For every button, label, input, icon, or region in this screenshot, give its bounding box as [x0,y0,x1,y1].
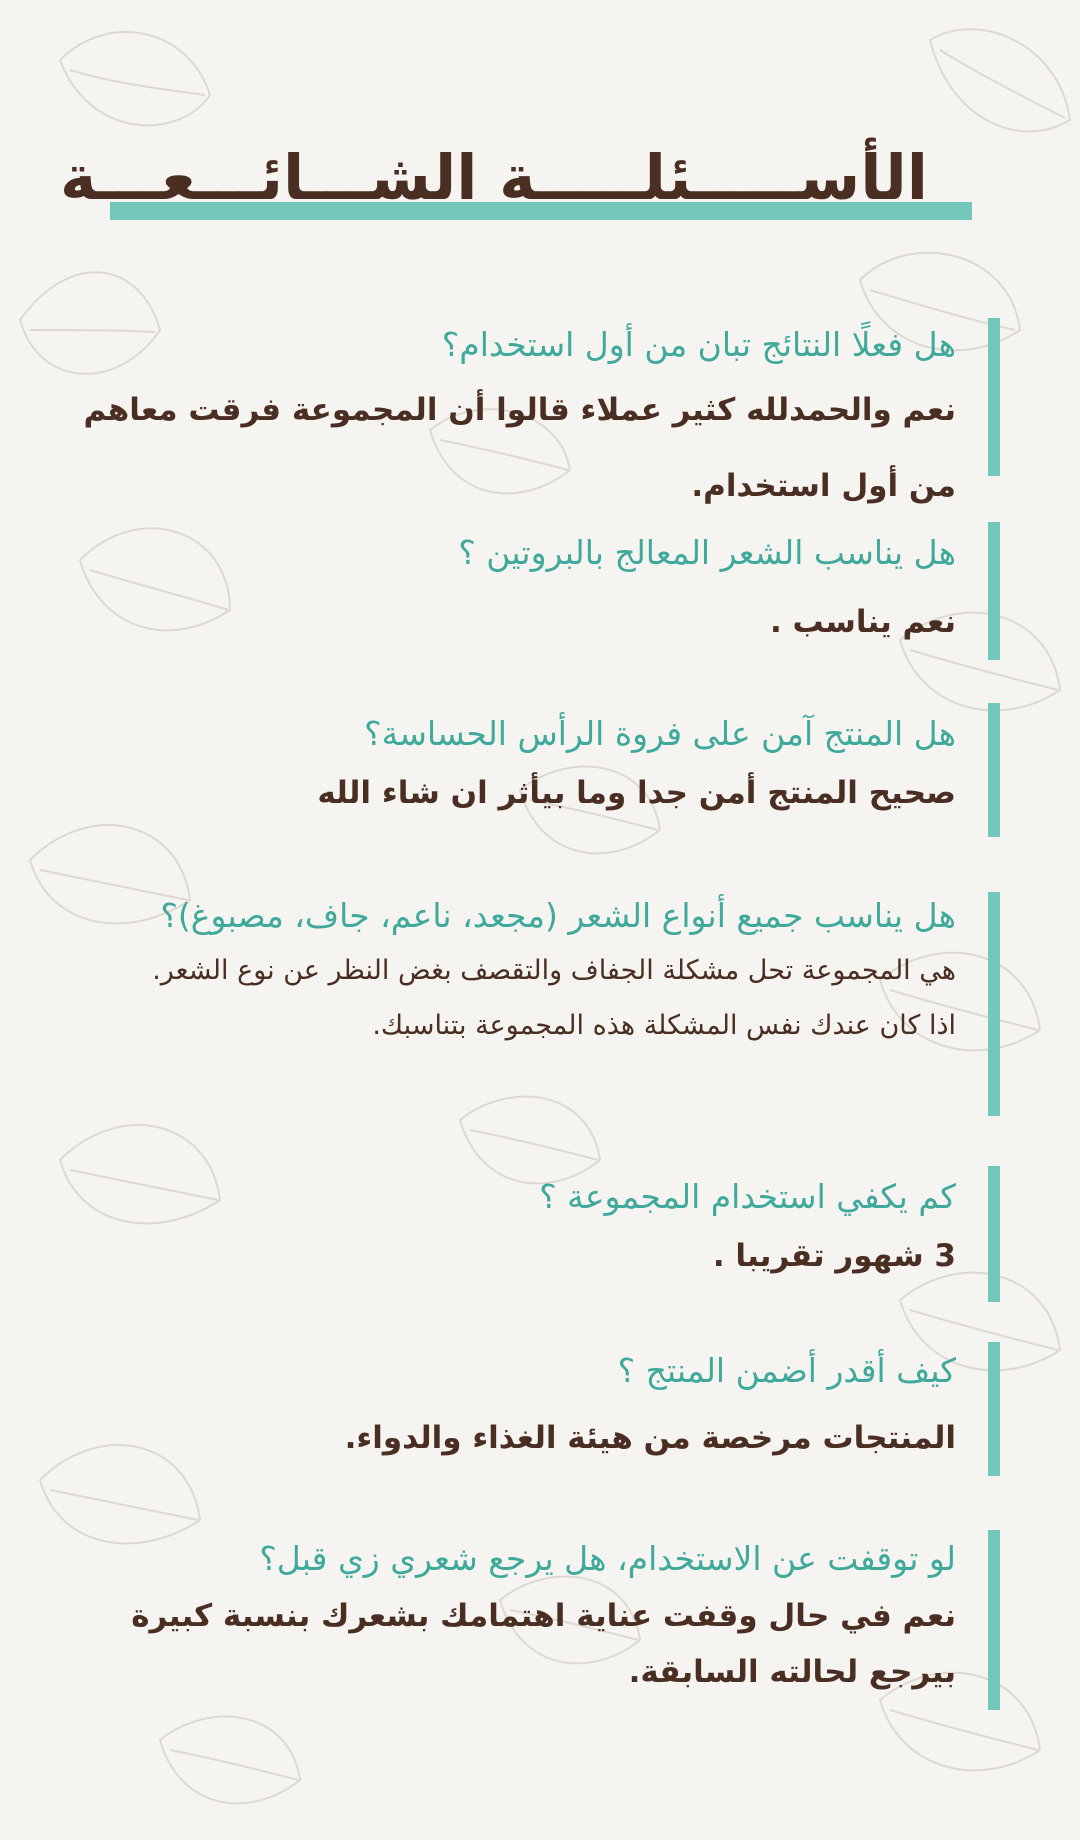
faq-answer-1: نعم والحمدلله كثير عملاء قالوا أن المجموعة فرقت معاهم من أول استخدام. [83,392,956,504]
faq-item-2 [40,522,1000,660]
faq-question-6: كيف أقدر أضمن المنتج ؟ [617,1351,956,1390]
faq-answer-5: 3 شهور تقريبا . [712,1238,956,1274]
faq-answer-2: نعم يناسب . [769,604,956,640]
faq-question-3: هل المنتج آمن على فروة الرأس الحساسة؟ [364,714,956,753]
faq-item-5 [40,1166,1000,1302]
faq-item-4 [40,892,1000,1116]
faq-answer-7: نعم في حال وقفت عناية اهتمامك بشعرك بنسبة كبيرة بيرجع لحالته السابقة. [131,1598,956,1690]
faq-question-7: لو توقفت عن الاستخدام، هل يرجع شعري زي قبل؟ [259,1539,956,1578]
faq-question-2: هل يناسب الشعر المعالج بالبروتين ؟ [458,533,956,572]
faq-item-6 [40,1342,1000,1476]
faq-answer-6: المنتجات مرخصة من هيئة الغذاء والدواء. [344,1420,956,1456]
faq-item-7 [40,1530,1000,1710]
faq-question-1: هل فعلًا النتائج تبان من أول استخدام؟ [441,325,956,364]
faq-answer-3: صحيح المنتج أمن جدا وما بيأثر ان شاء الله [317,775,956,811]
faq-question-4: هل يناسب جميع أنواع الشعر (مجعد، ناعم، جاف، مصبوغ)؟ [160,896,956,935]
faq-question-5: كم يكفي استخدام المجموعة ؟ [539,1177,956,1216]
faq-item-1 [40,318,1000,504]
faq-answer-4-line-2: اذا كان عندك نفس المشكلة هذه المجموعة بتناسبك. [372,1010,956,1041]
page-title: الأســـــئلـــــة الشـــائـــعـــة [60,141,928,214]
title-section [60,140,972,230]
faq-item-3 [40,703,1000,837]
faq-answer-4-line-1: هي المجموعة تحل مشكلة الجفاف والتقصف بغض النظر عن نوع الشعر. [152,955,956,986]
